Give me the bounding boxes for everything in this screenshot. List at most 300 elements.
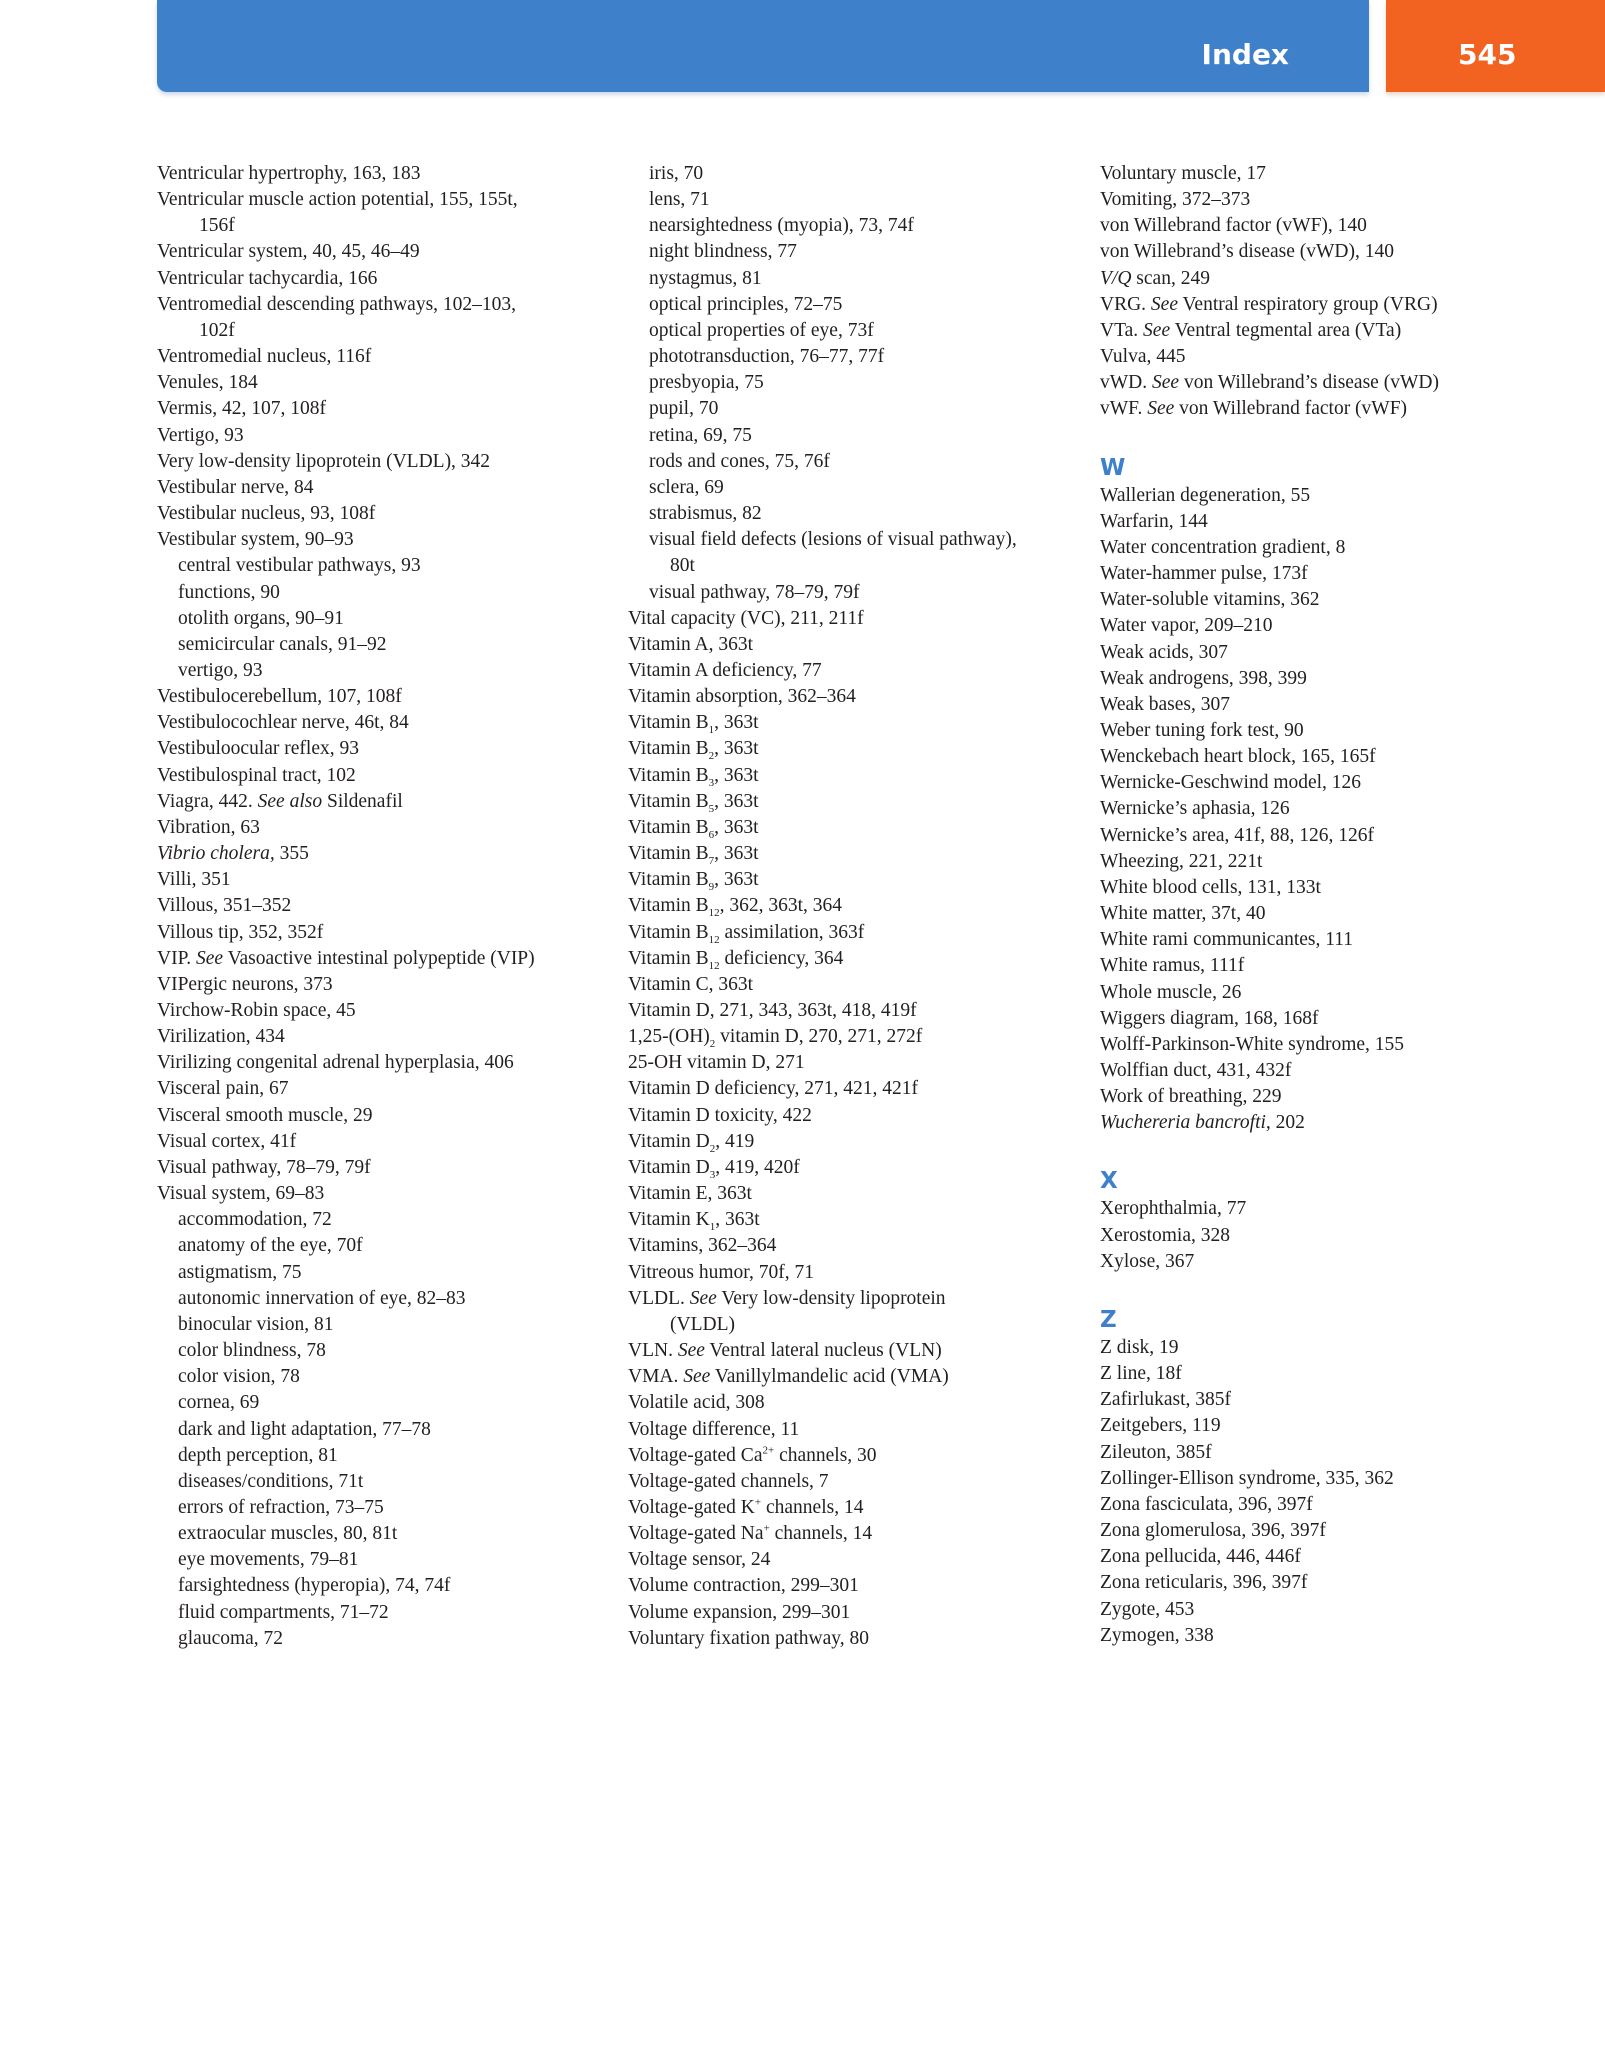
entry-text: Vermis, 42, 107, 108f	[157, 398, 326, 420]
entry-text: von Willebrand factor (vWF), 140	[1100, 215, 1367, 237]
index-entry	[628, 920, 1088, 946]
entry-text: pupil, 70	[649, 398, 719, 420]
index-subentry	[157, 1521, 617, 1547]
index-entry	[628, 1207, 1088, 1233]
entry-text: Water concentration gradient, 8	[1100, 536, 1346, 558]
entry-italic-text: See	[1147, 398, 1175, 420]
entry-text: Vestibular system, 90–93	[157, 529, 354, 551]
entry-text: Voltage-gated channels, 7	[628, 1470, 829, 1492]
index-entry	[1100, 370, 1560, 396]
index-entry	[1100, 396, 1560, 422]
entry-text: nystagmus, 81	[649, 267, 762, 289]
index-entry	[157, 1050, 617, 1076]
index-entry	[628, 1469, 1088, 1495]
index-entry	[1100, 640, 1560, 666]
index-entry	[628, 998, 1088, 1024]
entry-text: (VLDL)	[670, 1313, 735, 1335]
index-entry	[157, 396, 617, 422]
index-entry	[157, 1181, 617, 1207]
index-subentry	[157, 1469, 617, 1495]
entry-text: vertigo, 93	[178, 659, 263, 681]
index-entry	[628, 1521, 1088, 1547]
entry-text: rods and cones, 75, 76f	[649, 450, 830, 472]
entry-text: channels, 14	[769, 1523, 873, 1545]
index-entry	[1100, 1196, 1560, 1222]
entry-text: deficiency, 364	[719, 947, 844, 969]
index-subentry	[628, 292, 1088, 318]
index-entry	[1100, 213, 1560, 239]
entry-text: astigmatism, 75	[178, 1261, 302, 1283]
entry-text: Xylose, 367	[1100, 1250, 1195, 1272]
index-entry	[1100, 796, 1560, 822]
index-subentry	[157, 632, 617, 658]
entry-text: Zona reticularis, 396, 397f	[1100, 1572, 1308, 1594]
entry-text: Vitamin B	[628, 764, 709, 786]
entry-text: , 419, 420f	[715, 1156, 800, 1178]
index-entry	[1100, 509, 1560, 535]
index-entry	[1100, 161, 1560, 187]
entry-text: 1,25-(OH)	[628, 1026, 710, 1048]
entry-italic-text: See	[196, 947, 224, 969]
index-entry	[628, 815, 1088, 841]
entry-script-text: +	[763, 1522, 770, 1535]
index-subentry	[157, 1207, 617, 1233]
index-column-2	[628, 161, 1088, 1652]
entry-text: scan, 249	[1131, 267, 1210, 289]
entry-text: Ventromedial descending pathways, 102–103,	[157, 293, 517, 315]
index-entry	[1100, 1623, 1560, 1649]
entry-text: dark and light adaptation, 77–78	[178, 1418, 431, 1440]
index-entry	[1100, 1413, 1560, 1439]
entry-text: Ventral lateral nucleus (VLN)	[704, 1340, 942, 1362]
entry-text: Venules, 184	[157, 372, 258, 394]
entry-text: extraocular muscles, 80, 81t	[178, 1523, 398, 1545]
entry-italic-text: Vibrio cholera,	[157, 843, 275, 865]
entry-text: Vestibulocerebellum, 107, 108f	[157, 686, 402, 708]
entry-text: Vitamin B	[628, 843, 709, 865]
index-entry	[628, 1286, 1088, 1312]
entry-script-text: 3	[708, 776, 715, 789]
index-entry-continuation	[628, 1312, 1088, 1338]
entry-text: visual pathway, 78–79, 79f	[649, 581, 860, 603]
index-entry	[1100, 666, 1560, 692]
index-entry	[157, 998, 617, 1024]
entry-text: Volume contraction, 299–301	[628, 1575, 859, 1597]
entry-text: White blood cells, 131, 133t	[1100, 876, 1321, 898]
entry-text: Visual system, 69–83	[157, 1183, 325, 1205]
index-subentry	[628, 501, 1088, 527]
entry-text: vWD.	[1100, 372, 1152, 394]
index-entry	[157, 946, 617, 972]
entry-text: Voltage sensor, 24	[628, 1549, 771, 1571]
entry-text: errors of refraction, 73–75	[178, 1496, 384, 1518]
index-entry	[1100, 953, 1560, 979]
entry-text: Vestibular nerve, 84	[157, 476, 314, 498]
index-subentry	[157, 1495, 617, 1521]
index-subentry	[157, 1312, 617, 1338]
index-entry	[1100, 292, 1560, 318]
index-subentry	[157, 580, 617, 606]
index-entry	[628, 606, 1088, 632]
page-number: 545	[1458, 38, 1517, 71]
index-subentry	[157, 1286, 617, 1312]
index-entry	[157, 475, 617, 501]
index-entry	[628, 1233, 1088, 1259]
entry-text: nearsightedness (myopia), 73, 74f	[649, 215, 914, 237]
entry-text: Vitamin B	[628, 790, 709, 812]
index-entry	[1100, 1440, 1560, 1466]
index-entry	[157, 1129, 617, 1155]
entry-text: , 363t	[714, 816, 759, 838]
index-subentry	[628, 266, 1088, 292]
entry-text: Villous, 351–352	[157, 895, 292, 917]
index-entry	[157, 1076, 617, 1102]
entry-text: Virilization, 434	[157, 1026, 285, 1048]
index-entry	[157, 1103, 617, 1129]
entry-text: Volatile acid, 308	[628, 1392, 765, 1414]
entry-text: Xerostomia, 328	[1100, 1224, 1230, 1246]
entry-text: farsightedness (hyperopia), 74, 74f	[178, 1575, 451, 1597]
entry-text: Water-soluble vitamins, 362	[1100, 589, 1320, 611]
entry-text: visual field defects (lesions of visual pathway),	[649, 529, 1017, 551]
entry-text: color blindness, 78	[178, 1340, 326, 1362]
index-entry	[1100, 1387, 1560, 1413]
entry-text: vWF.	[1100, 398, 1148, 420]
index-entry	[1100, 980, 1560, 1006]
index-subentry	[628, 161, 1088, 187]
entry-text: color vision, 78	[178, 1366, 300, 1388]
entry-script-text: 2	[709, 1038, 716, 1051]
entry-text: Voltage-gated Ca	[628, 1444, 763, 1466]
index-column-3	[1100, 161, 1560, 1649]
entry-text: VIP.	[157, 947, 197, 969]
index-subentry	[628, 318, 1088, 344]
entry-text: Weber tuning fork test, 90	[1100, 719, 1304, 741]
entry-text: Voluntary fixation pathway, 80	[628, 1627, 869, 1649]
entry-text: Vitamin B	[628, 895, 709, 917]
index-entry	[628, 1338, 1088, 1364]
entry-text: Zymogen, 338	[1100, 1624, 1214, 1646]
entry-text: , 363t	[714, 790, 759, 812]
entry-text: night blindness, 77	[649, 241, 797, 263]
index-subentry	[628, 475, 1088, 501]
index-entry	[628, 789, 1088, 815]
entry-script-text: 9	[708, 881, 715, 894]
entry-script-text: 12	[708, 907, 720, 920]
entry-text: Vertigo, 93	[157, 424, 244, 446]
entry-script-text: 3	[709, 1168, 716, 1181]
entry-text: Vitamin B	[628, 816, 709, 838]
entry-text: , 363t	[714, 869, 759, 891]
entry-text: binocular vision, 81	[178, 1313, 334, 1335]
entry-text: VMA.	[628, 1366, 684, 1388]
entry-text: White rami communicantes, 111	[1100, 929, 1354, 951]
index-entry	[157, 266, 617, 292]
entry-text: accommodation, 72	[178, 1209, 332, 1231]
entry-text: VIPergic neurons, 373	[157, 973, 333, 995]
entry-text: Ventricular hypertrophy, 163, 183	[157, 163, 421, 184]
entry-text: Villous tip, 352, 352f	[157, 921, 324, 943]
entry-text: glaucoma, 72	[178, 1627, 284, 1649]
index-entry	[157, 920, 617, 946]
index-entry	[628, 710, 1088, 736]
index-entry	[1100, 770, 1560, 796]
index-subentry	[157, 1547, 617, 1573]
entry-text: diseases/conditions, 71t	[178, 1470, 364, 1492]
index-entry	[628, 684, 1088, 710]
entry-text: VRG.	[1100, 293, 1151, 315]
entry-text: Water-hammer pulse, 173f	[1100, 563, 1308, 585]
index-subentry	[157, 1573, 617, 1599]
entry-text: anatomy of the eye, 70f	[178, 1235, 363, 1257]
index-entry	[1100, 744, 1560, 770]
entry-italic-text: See	[683, 1366, 711, 1388]
index-subentry	[157, 658, 617, 684]
header-bar	[157, 0, 1369, 92]
index-entry	[1100, 1492, 1560, 1518]
entry-text: iris, 70	[649, 163, 704, 184]
entry-text: Viagra, 442.	[157, 790, 258, 812]
index-subentry	[157, 1390, 617, 1416]
entry-text: Vanillylmandelic acid (VMA)	[710, 1366, 949, 1388]
entry-text: , 362, 363t, 364	[719, 895, 843, 917]
index-entry	[628, 658, 1088, 684]
entry-text: 25-OH vitamin D, 271	[628, 1052, 805, 1074]
index-entry	[157, 449, 617, 475]
index-entry	[628, 1155, 1088, 1181]
entry-text: Villi, 351	[157, 869, 231, 891]
index-entry	[628, 893, 1088, 919]
entry-text: Vitamin B	[628, 947, 709, 969]
index-entry	[628, 867, 1088, 893]
entry-text: Volume expansion, 299–301	[628, 1601, 851, 1623]
entry-text: Virilizing congenital adrenal hyperplasia, 406	[157, 1052, 514, 1074]
entry-text: Zileuton, 385f	[1100, 1441, 1212, 1463]
entry-text: Water vapor, 209–210	[1100, 615, 1273, 637]
entry-text: Wiggers diagram, 168, 168f	[1100, 1007, 1319, 1029]
index-entry	[628, 736, 1088, 762]
entry-script-text: 5	[708, 802, 715, 815]
index-entry	[628, 1364, 1088, 1390]
index-entry	[628, 972, 1088, 998]
index-entry	[1100, 823, 1560, 849]
index-entry	[1100, 613, 1560, 639]
index-entry	[157, 763, 617, 789]
index-entry	[1100, 1110, 1560, 1136]
entry-text: , 363t	[714, 764, 759, 786]
entry-text: Vitamin E, 363t	[628, 1183, 752, 1205]
index-entry	[1100, 266, 1560, 292]
entry-text: Vitreous humor, 70f, 71	[628, 1261, 814, 1283]
index-subentry	[157, 1626, 617, 1652]
index-entry	[157, 684, 617, 710]
index-entry	[1100, 1032, 1560, 1058]
entry-text: Z disk, 19	[1100, 1336, 1179, 1358]
index-entry	[628, 1573, 1088, 1599]
entry-script-text: 1	[708, 724, 715, 737]
index-entry	[1100, 1335, 1560, 1361]
entry-italic-text: See	[1150, 293, 1178, 315]
entry-text: von Willebrand’s disease (vWD)	[1179, 372, 1439, 394]
entry-text: Vitamin A, 363t	[628, 633, 754, 655]
index-entry-continuation	[157, 213, 617, 239]
entry-italic-text: See	[1143, 319, 1171, 341]
entry-text: Whole muscle, 26	[1100, 981, 1242, 1003]
section-title: Index	[1201, 38, 1289, 71]
entry-text: Ventricular tachycardia, 166	[157, 267, 378, 289]
index-entry	[157, 1155, 617, 1181]
index-entry	[628, 1417, 1088, 1443]
index-subentry	[628, 213, 1088, 239]
entry-text: Zollinger-Ellison syndrome, 335, 362	[1100, 1467, 1394, 1489]
index-subentry	[628, 396, 1088, 422]
index-entry	[628, 1076, 1088, 1102]
entry-script-text: 1	[709, 1221, 716, 1234]
entry-text: Zona pellucida, 446, 446f	[1100, 1546, 1301, 1568]
entry-text: Voltage-gated K	[628, 1496, 755, 1518]
index-entry	[157, 972, 617, 998]
index-entry	[1100, 1058, 1560, 1084]
entry-italic-text: See	[1152, 372, 1180, 394]
index-entry	[1100, 239, 1560, 265]
entry-text: optical principles, 72–75	[649, 293, 843, 315]
entry-text: presbyopia, 75	[649, 372, 764, 394]
index-entry	[628, 1024, 1088, 1050]
index-entry	[628, 763, 1088, 789]
page-number-tab	[1386, 0, 1605, 92]
entry-italic-text: See	[677, 1340, 705, 1362]
entry-text: Ventromedial nucleus, 116f	[157, 346, 372, 368]
index-entry	[628, 1181, 1088, 1207]
entry-text: phototransduction, 76–77, 77f	[649, 346, 885, 368]
entry-text: Very low-density lipoprotein	[716, 1287, 946, 1309]
entry-text: Zona fasciculata, 396, 397f	[1100, 1493, 1313, 1515]
entry-text: Xerophthalmia, 77	[1100, 1198, 1247, 1220]
entry-text: Work of breathing, 229	[1100, 1086, 1282, 1108]
entry-text: von Willebrand’s disease (vWD), 140	[1100, 241, 1394, 263]
index-entry	[157, 867, 617, 893]
entry-text: Weak androgens, 398, 399	[1100, 667, 1307, 689]
entry-text: 202	[1270, 1112, 1305, 1134]
index-column-1	[157, 161, 617, 1652]
index-entry	[1100, 875, 1560, 901]
entry-text: VLN.	[628, 1340, 678, 1362]
index-entry	[1100, 587, 1560, 613]
entry-text: Zafirlukast, 385f	[1100, 1389, 1232, 1411]
entry-text: Vestibulocochlear nerve, 46t, 84	[157, 712, 409, 734]
entry-text: channels, 30	[774, 1444, 877, 1466]
index-entry	[1100, 1570, 1560, 1596]
entry-script-text: 6	[708, 828, 715, 841]
index-entry	[157, 423, 617, 449]
index-entry	[157, 292, 617, 318]
index-entry	[157, 841, 617, 867]
entry-text: Vitamin B	[628, 869, 709, 891]
entry-text: Zeitgebers, 119	[1100, 1415, 1221, 1437]
index-entry	[628, 1050, 1088, 1076]
index-entry	[1100, 1518, 1560, 1544]
entry-text: Weak bases, 307	[1100, 693, 1231, 715]
entry-text: Wernicke-Geschwind model, 126	[1100, 772, 1362, 794]
index-entry	[1100, 1223, 1560, 1249]
index-subentry	[157, 1260, 617, 1286]
index-subentry	[628, 423, 1088, 449]
index-entry	[157, 527, 617, 553]
entry-text: retina, 69, 75	[649, 424, 752, 446]
entry-text: White ramus, 111f	[1100, 955, 1245, 977]
entry-text: Voltage-gated Na	[628, 1523, 764, 1545]
index-subentry	[628, 344, 1088, 370]
index-entry	[157, 239, 617, 265]
entry-text: Wolffian duct, 431, 432f	[1100, 1060, 1292, 1081]
index-entry	[1100, 1249, 1560, 1275]
index-entry	[1100, 927, 1560, 953]
entry-text: Vulva, 445	[1100, 346, 1186, 368]
entry-text: Voluntary muscle, 17	[1100, 163, 1266, 184]
index-entry	[628, 1626, 1088, 1652]
entry-text: eye movements, 79–81	[178, 1549, 359, 1571]
entry-text: Ventral respiratory group (VRG)	[1177, 293, 1438, 315]
entry-text: Visceral pain, 67	[157, 1078, 289, 1100]
index-entry	[1100, 318, 1560, 344]
entry-text: Wernicke’s aphasia, 126	[1100, 798, 1290, 820]
index-entry	[1100, 718, 1560, 744]
index-entry	[628, 1260, 1088, 1286]
index-subentry	[628, 239, 1088, 265]
letter-heading: X	[1100, 1168, 1118, 1195]
entry-text: Vitamin D, 271, 343, 363t, 418, 419f	[628, 1000, 917, 1021]
index-subentry	[157, 1600, 617, 1626]
index-entry	[157, 344, 617, 370]
entry-text: Ventricular muscle action potential, 155, 155t,	[157, 189, 518, 211]
entry-text: Virchow-Robin space, 45	[157, 1000, 356, 1021]
index-subentry	[157, 606, 617, 632]
index-entry	[157, 736, 617, 762]
entry-text: otolith organs, 90–91	[178, 607, 344, 629]
index-entry	[628, 841, 1088, 867]
entry-text: channels, 14	[761, 1496, 864, 1518]
index-entry	[157, 1024, 617, 1050]
entry-text: Vitamin absorption, 362–364	[628, 686, 856, 708]
entry-text: Vitamins, 362–364	[628, 1235, 777, 1257]
letter-heading: W	[1100, 454, 1126, 481]
entry-text: Wernicke’s area, 41f, 88, 126, 126f	[1100, 824, 1375, 846]
index-subentry	[157, 1417, 617, 1443]
entry-script-text: 7	[708, 854, 715, 867]
entry-script-text: 12	[708, 933, 720, 946]
index-entry	[1100, 1544, 1560, 1570]
entry-italic-text: See	[689, 1287, 717, 1309]
entry-text: Sildenafil	[322, 790, 403, 812]
entry-italic-text: Wuchereria bancrofti,	[1100, 1112, 1271, 1134]
entry-text: Wheezing, 221, 221t	[1100, 850, 1263, 872]
entry-text: optical properties of eye, 73f	[649, 319, 874, 341]
entry-text: Vitamin D deficiency, 271, 421, 421f	[628, 1078, 918, 1100]
entry-text: VLDL.	[628, 1287, 690, 1309]
index-entry	[157, 161, 617, 187]
entry-text: lens, 71	[649, 189, 710, 211]
entry-script-text: +	[754, 1496, 762, 1509]
index-entry	[628, 1600, 1088, 1626]
index-entry	[1100, 1084, 1560, 1110]
entry-text: 355	[274, 843, 309, 865]
index-subentry	[628, 370, 1088, 396]
index-entry	[157, 710, 617, 736]
entry-script-text: 12	[708, 959, 720, 972]
index-entry	[628, 1547, 1088, 1573]
entry-text: White matter, 37t, 40	[1100, 903, 1266, 925]
index-subentry	[157, 1233, 617, 1259]
